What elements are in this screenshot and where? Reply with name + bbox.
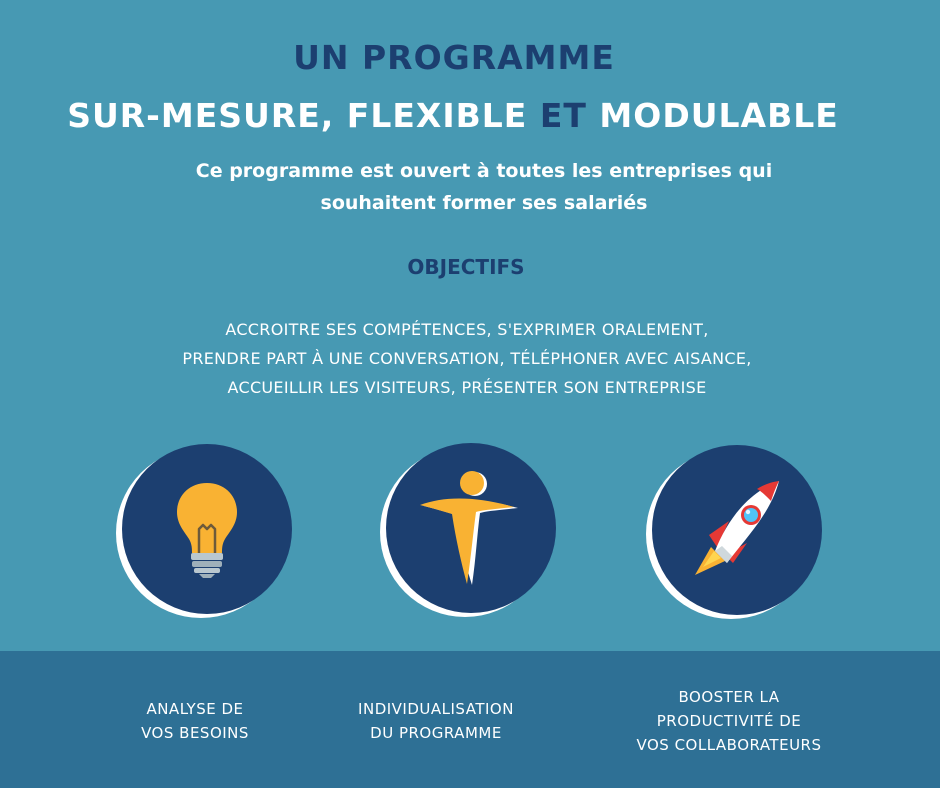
objectifs-list — [0, 315, 934, 402]
feature-label-line: ANALYSE DE — [146, 700, 244, 718]
lightbulb-icon — [172, 479, 242, 579]
title-line-2 — [0, 96, 906, 135]
intro-text — [0, 155, 940, 219]
feature-label-line: PRODUCTIVITÉ DE — [656, 712, 802, 730]
title-part-1: SUR-MESURE, FLEXIBLE — [67, 96, 528, 135]
feature-circle-analyse — [122, 444, 292, 614]
feature-label-line: BOOSTER LA — [678, 688, 780, 706]
feature-label-individualisation — [326, 697, 546, 745]
circle-badge — [122, 444, 292, 614]
feature-circle-individualisation — [386, 443, 556, 613]
rocket-icon — [687, 475, 787, 585]
title-line-1: UN PROGRAMME — [293, 38, 615, 77]
intro-line-2: souhaitent former ses salariés — [320, 192, 648, 214]
objectif-line-1: ACCROITRE SES COMPÉTENCES, S'EXPRIMER ORALEMENT, — [225, 320, 709, 339]
objectif-line-3: ACCUEILLIR LES VISITEURS, PRÉSENTER SON ENTREPRISE — [227, 378, 707, 397]
objectifs-heading: OBJECTIFS — [407, 255, 525, 279]
circle-badge — [652, 445, 822, 615]
feature-label-analyse — [100, 697, 290, 745]
objectif-line-2: PRENDRE PART À UNE CONVERSATION, TÉLÉPHONER AVEC AISANCE, — [182, 349, 752, 368]
intro-line-1: Ce programme est ouvert à toutes les entreprises qui — [195, 160, 773, 182]
title-part-3: MODULABLE — [599, 96, 839, 135]
person-icon — [416, 463, 526, 593]
feature-label-line: VOS BESOINS — [141, 724, 249, 742]
feature-label-line: INDIVIDUALISATION — [358, 700, 514, 718]
feature-label-line: VOS COLLABORATEURS — [636, 736, 822, 754]
title-part-2: ET — [539, 96, 587, 135]
feature-label-line: DU PROGRAMME — [370, 724, 502, 742]
footer-band — [0, 651, 940, 788]
circle-badge — [386, 443, 556, 613]
feature-label-booster — [600, 685, 858, 757]
feature-circle-booster — [652, 445, 822, 615]
